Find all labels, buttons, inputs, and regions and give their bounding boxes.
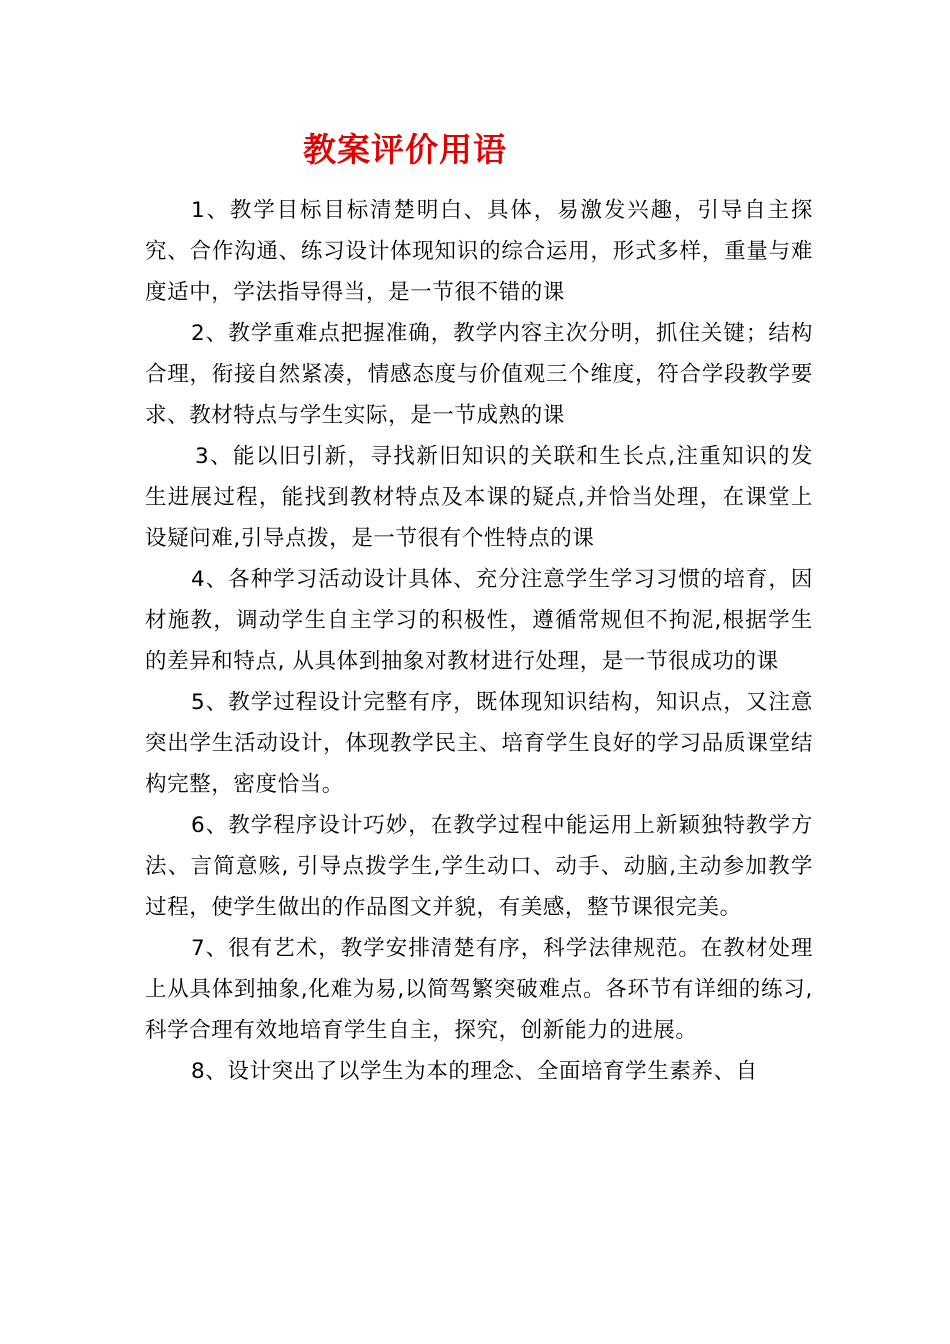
paragraph-5: 5、教学过程设计完整有序，既体现知识结构，知识点，又注意突出学生活动设计，体现教学民主、培育学生良好的学习品质课堂结构完整，密度恰当。 [145, 690, 813, 797]
paragraph-8: 8、设计突出了以学生为本的理念、全面培育学生素养、自 [191, 1059, 758, 1084]
document-body [145, 190, 813, 1092]
paragraph-1: 1、教学目标目标清楚明白、具体，易激发兴趣，引导自主探究、合作沟通、练习设计体现知识的综合运用，形式多样，重量与难度适中，学法指导得当，是一节很不错的课 [145, 198, 813, 305]
paragraph-7: 7、很有艺术，教学安排清楚有序，科学法律规范。在教材处理上从具体到抽象,化难为易,以简驾繁突破难点。各环节有详细的练习,科学合理有效地培育学生自主，探究，创新能力的进展。 [145, 936, 813, 1043]
paragraph-3: 3、能以旧引新，寻找新旧知识的关联和生长点,注重知识的发生进展过程，能找到教材特点及本课的疑点,并恰当处理，在课堂上设疑问难,引导点拨，是一节很有个性特点的课 [145, 444, 813, 551]
paragraph-6: 6、教学程序设计巧妙，在教学过程中能运用上新颖独特教学方法、言简意赅, 引导点拨学生,学生动口、动手、动脑,主动参加教学过程，使学生做出的作品图文并貌，有美感，整节课很完美。 [145, 813, 813, 920]
paragraph-2: 2、教学重难点把握准确，教学内容主次分明，抓住关键；结构合理，衔接自然紧凑，情感态度与价值观三个维度，符合学段教学要求、教材特点与学生实际，是一节成熟的课 [145, 321, 813, 428]
document-title: 教案评价用语 [303, 130, 507, 169]
paragraph-4: 4、各种学习活动设计具体、充分注意学生学习习惯的培育，因材施教，调动学生自主学习的积极性，遵循常规但不拘泥,根据学生的差异和特点, 从具体到抽象对教材进行处理，是一节很成功的课 [145, 567, 813, 674]
